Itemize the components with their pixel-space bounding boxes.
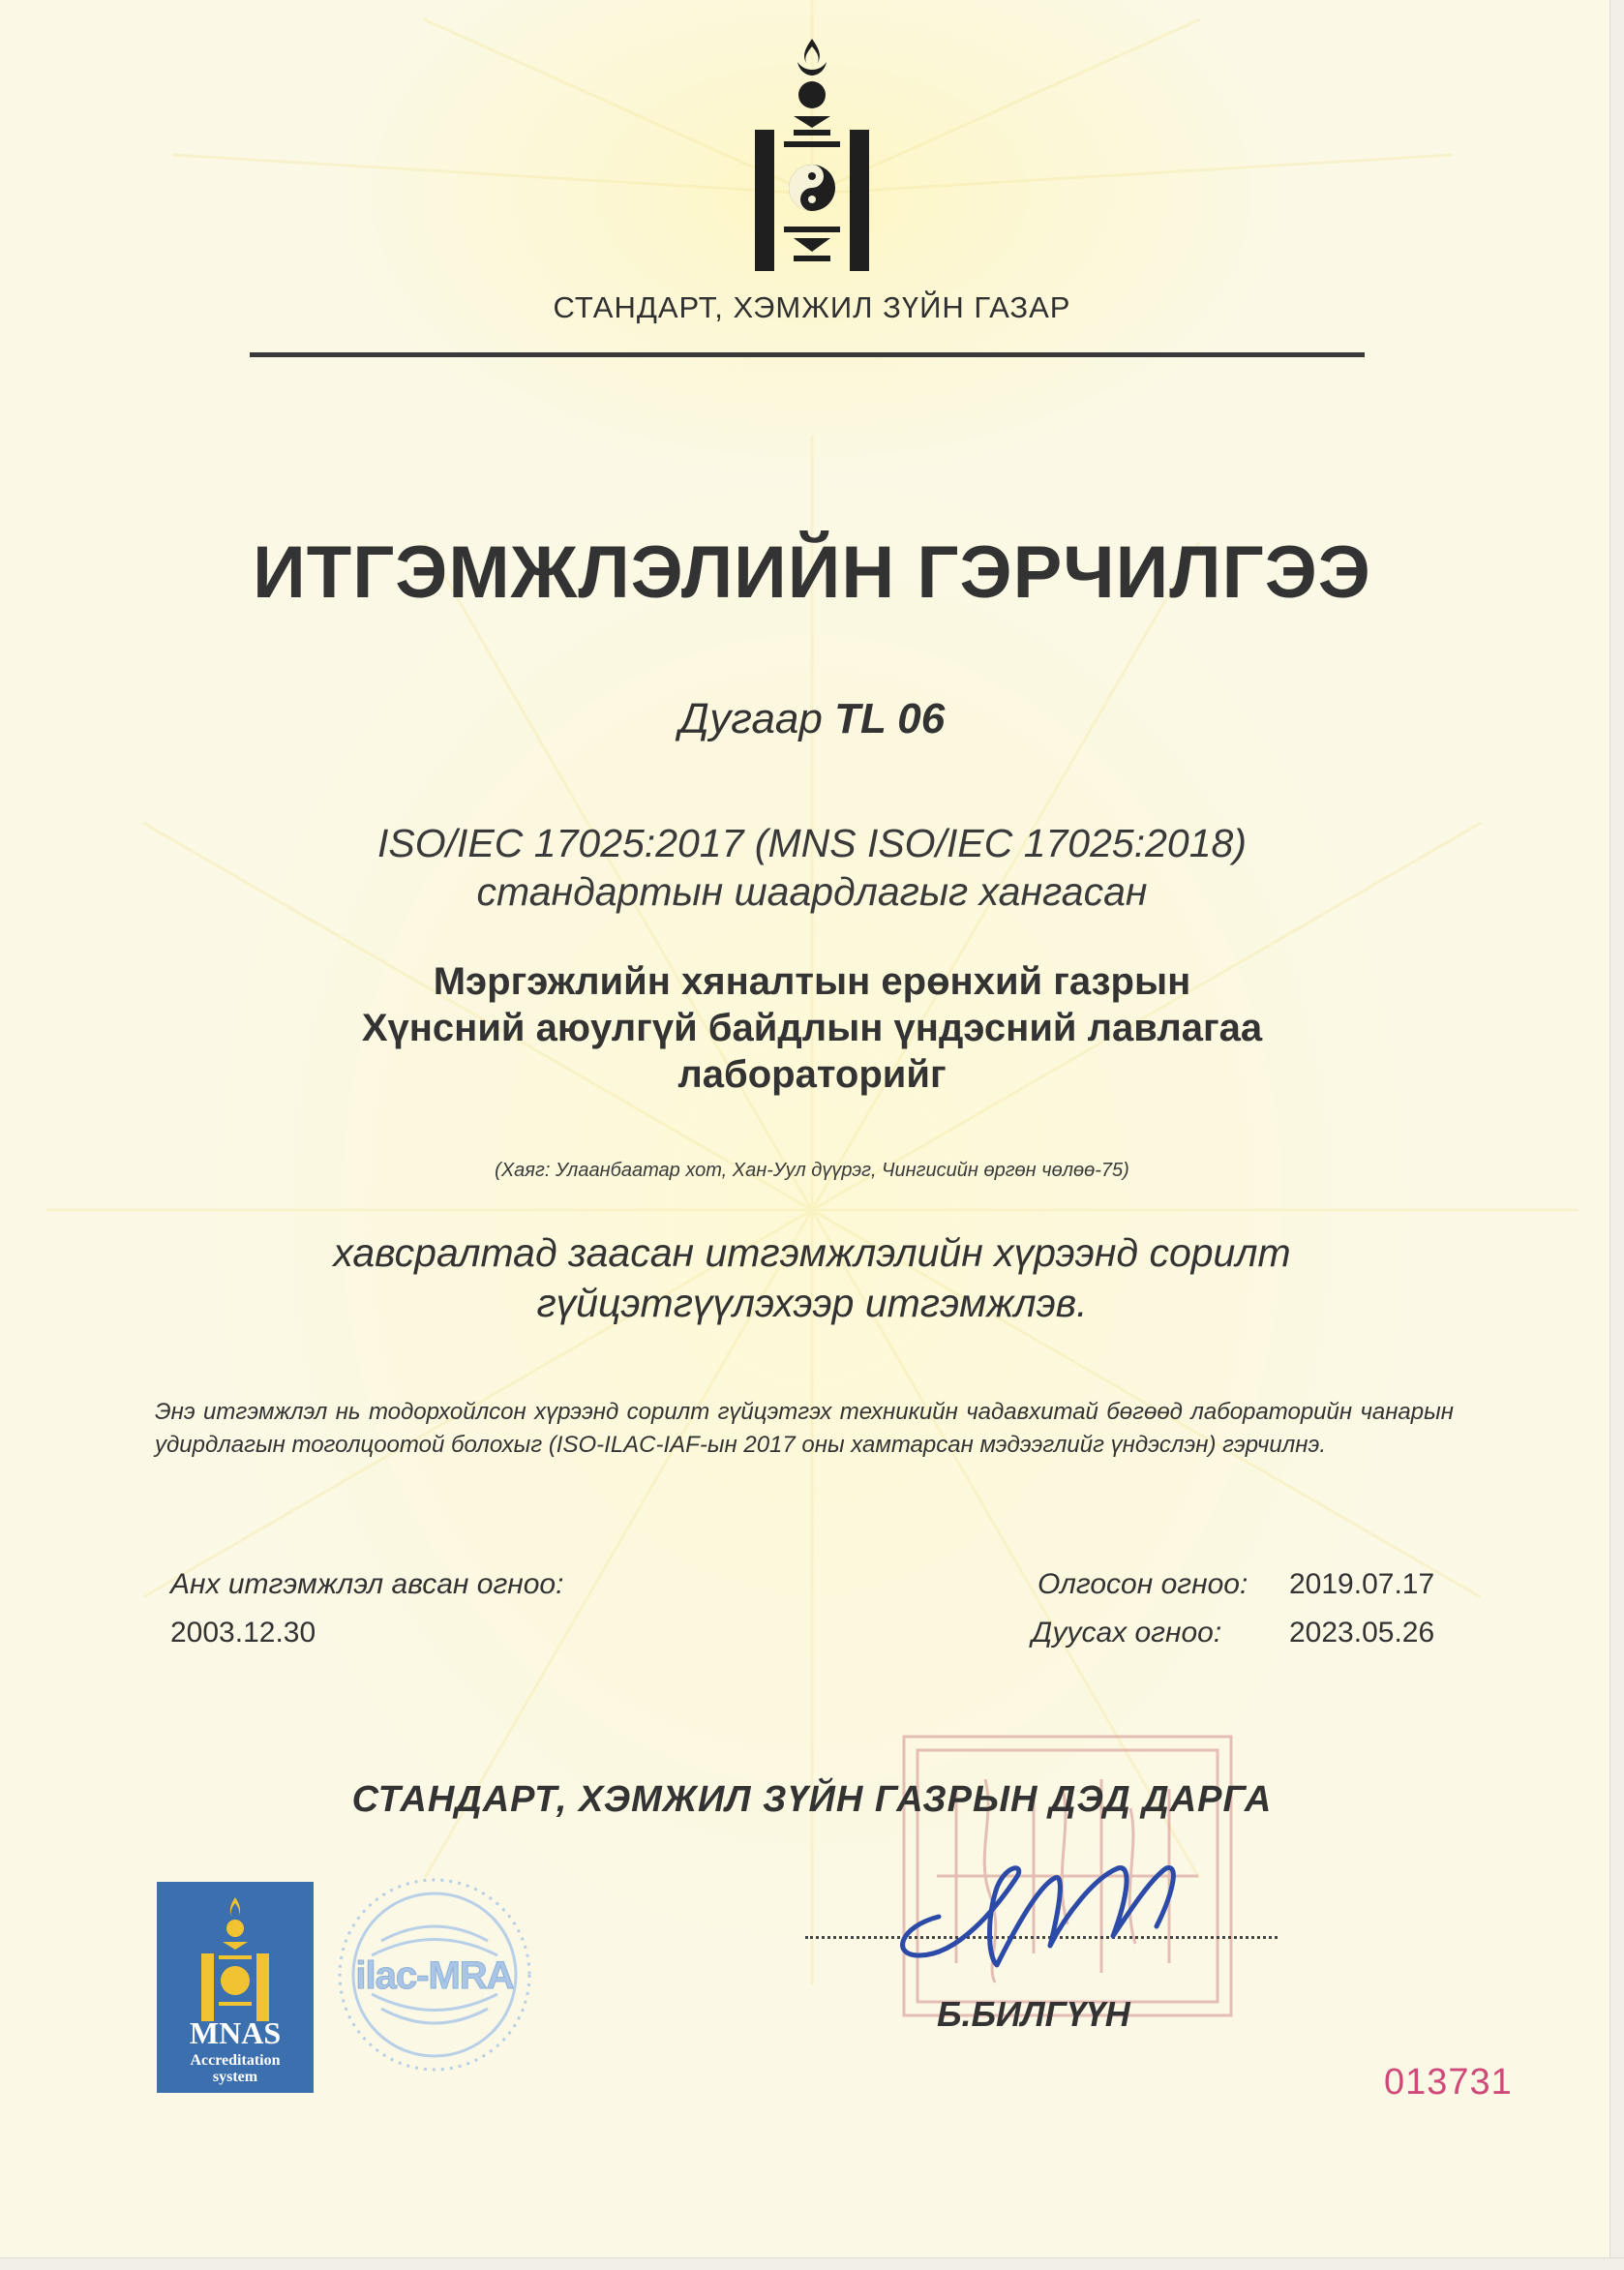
signer-name: Б.БИЛГҮҮН — [937, 1994, 1130, 2034]
certificate-title: ИТГЭМЖЛЭЛИЙН ГЭРЧИЛГЭЭ — [253, 531, 1371, 614]
expiry-label: Дуусах огноо: — [1032, 1617, 1222, 1649]
mnas-logo — [157, 1882, 314, 2093]
soyombo-emblem — [739, 33, 885, 275]
organization-block — [0, 958, 1624, 1098]
signing-authority: СТАНДАРТ, ХЭМЖИЛ ЗҮЙН ГАЗРЫН ДЭД ДАРГА — [351, 1779, 1273, 1820]
ilac-mra-logo — [333, 1873, 536, 2076]
mnas-soyombo-icon — [192, 1893, 279, 2029]
number-value: TL 06 — [834, 695, 946, 742]
org-line-2: Хүнсний аюулгүй байдлын үндэсний лавлагаа — [361, 1007, 1263, 1049]
mnas-name: MNAS — [189, 2015, 282, 2050]
scan-edge-right — [1609, 0, 1624, 2270]
serial-number: 013731 — [1384, 2062, 1513, 2103]
standard-requirement: стандартын шаардлагыг хангасан — [476, 869, 1148, 914]
scan-edge-bottom — [0, 2257, 1624, 2270]
scope-line-1: хавсралтад заасан итгэмжлэлийн хүрээнд сорилт — [333, 1230, 1291, 1275]
issued-label: Олгосон огноо: — [1038, 1568, 1248, 1600]
ilac-mra-text: ilac-MRA — [355, 1954, 514, 1997]
header-divider — [250, 352, 1365, 357]
first-accreditation-date: 2003.12.30 — [170, 1617, 316, 1649]
expiry-date: 2023.05.26 — [1289, 1617, 1435, 1649]
org-line-1: Мэргэжлийн хяналтын ерөнхий газрын — [433, 960, 1191, 1003]
agency-name: СТАНДАРТ, ХЭМЖИЛ ЗҮЙН ГАЗАР — [553, 290, 1071, 324]
mnas-subtitle — [157, 2052, 314, 2085]
scope-block — [0, 1227, 1624, 1328]
mnas-subtitle-line-1: Accreditation — [190, 2052, 281, 2069]
number-label: Дугаар — [678, 695, 823, 742]
standard-line: ISO/IEC 17025:2017 (MNS ISO/IEC 17025:2018) — [377, 821, 1247, 865]
certificate-number — [0, 695, 1624, 743]
accreditation-notice: Энэ итгэмжлэл нь тодорхойлсон хүрээнд сорилт гүйцэтгэх техникийн чадавхитай бөгөөд лабораторийн чанарын удирдлагын тоголцоотой болохыг (ISO-ILAC-IAF-ын 2017 оны хамтарсан мэдээглийг үндэслэн) гэрчилнэ. — [155, 1399, 1454, 1458]
handwritten-signature — [871, 1810, 1219, 2023]
org-line-3: лабораторийг — [677, 1053, 947, 1096]
scope-line-2: гүйцэтгүүлэхээр итгэмжлэв. — [536, 1281, 1088, 1325]
mnas-subtitle-line-2: system — [212, 2069, 258, 2085]
organization-address: (Хаяг: Улаанбаатар хот, Хан-Уул дүүрэг, Чингисийн өргөн чөлөө-75) — [495, 1160, 1129, 1181]
issued-date: 2019.07.17 — [1289, 1568, 1435, 1600]
standard-block — [0, 819, 1624, 916]
first-accreditation-label: Анх итгэмжлэл авсан огноо: — [170, 1568, 564, 1600]
